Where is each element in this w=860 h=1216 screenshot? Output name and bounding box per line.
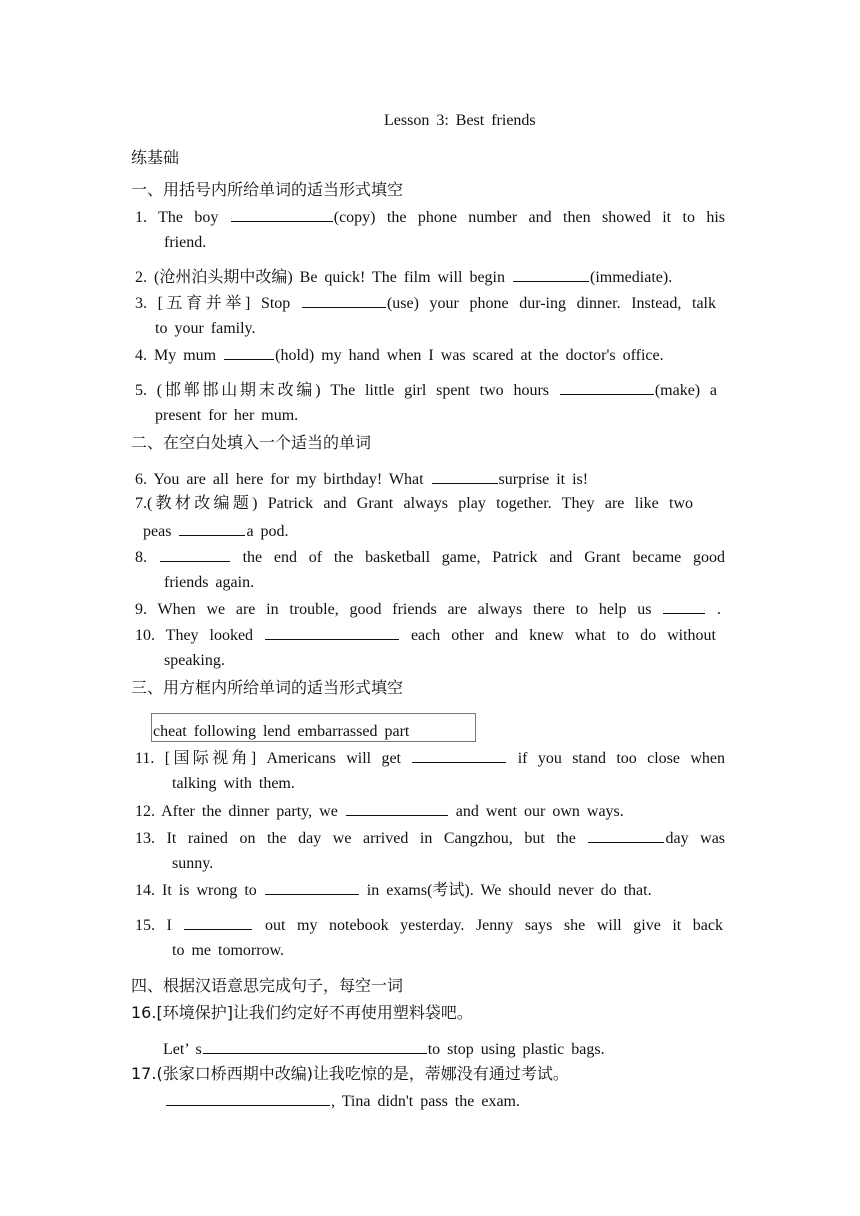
answer-blank[interactable] [265, 625, 399, 640]
question-11-cont: talking with them. [172, 775, 295, 792]
question-13: 13. It rained on the day we arrived in Cangzhou, but the day was [135, 830, 726, 847]
part-4-heading: 四、根据汉语意思完成句子，每空一词 [131, 976, 404, 995]
part-3-heading: 三、用方框内所给单词的适当形式填空 [131, 678, 404, 697]
question-10: 10. They looked each other and knew what to do without [135, 627, 716, 644]
answer-blank[interactable] [179, 521, 245, 536]
section-label: 练基础 [131, 148, 180, 167]
question-1: 1. The boy (copy) the phone number and then showed it to his [135, 209, 726, 226]
answer-blank[interactable] [412, 748, 506, 763]
question-7: 7.(教材改编题) Patrick and Grant always play together. They are like two [135, 495, 693, 512]
part-2-heading: 二、在空白处填入一个适当的单词 [131, 433, 372, 452]
word-box-text: cheat following lend embarrassed part [153, 723, 410, 740]
answer-blank[interactable] [432, 469, 498, 484]
question-15-cont: to me tomorrow. [172, 942, 285, 959]
question-12: 12. After the dinner party, we and went our own ways. [135, 803, 624, 820]
question-1-cont: friend. [164, 234, 207, 251]
answer-blank[interactable] [346, 801, 448, 816]
question-3: 3. [五育并举] Stop (use) your phone dur-ing dinner. Instead, talk [135, 295, 717, 312]
answer-blank[interactable] [265, 880, 359, 895]
answer-blank[interactable] [560, 380, 654, 395]
page-title: Lesson 3: Best friends [384, 112, 536, 129]
question-3-cont: to your family. [155, 320, 256, 337]
question-13-cont: sunny. [172, 855, 214, 872]
part-1-heading: 一、用括号内所给单词的适当形式填空 [131, 180, 404, 199]
answer-blank[interactable] [231, 207, 333, 222]
question-8: 8. the end of the basketball game, Patrick and Grant became good [135, 549, 726, 566]
question-4: 4. My mum (hold) my hand when I was scared at the doctor's office. [135, 347, 664, 364]
question-11: 11. [国际视角] Americans will get if you stand too close when [135, 750, 726, 767]
question-15: 15. I out my notebook yesterday. Jenny says she will give it back [135, 917, 724, 934]
question-2: 2. (沧州泊头期中改编) Be quick! The film will begin (immediate). [135, 269, 673, 286]
answer-blank[interactable] [302, 293, 386, 308]
question-9: 9. When we are in trouble, good friends are always there to help us . [135, 601, 722, 618]
word-box [151, 713, 476, 742]
question-5: 5. (邯郸邯山期末改编) The little girl spent two hours (make) a [135, 382, 718, 399]
question-14: 14. It is wrong to in exams(考试). We should never do that. [135, 882, 652, 899]
question-16-answer: Let’ s to stop using plastic bags. [163, 1041, 605, 1058]
answer-blank[interactable] [166, 1091, 330, 1106]
question-5-cont: present for her mum. [155, 407, 299, 424]
answer-blank[interactable] [184, 915, 252, 930]
answer-blank[interactable] [588, 828, 664, 843]
question-17-answer: , Tina didn't pass the exam. [165, 1091, 520, 1112]
answer-blank[interactable] [513, 267, 589, 282]
question-10-cont: speaking. [164, 652, 225, 669]
answer-blank[interactable] [160, 547, 230, 562]
answer-blank[interactable] [663, 599, 705, 614]
question-16: 16.[环境保护]让我们约定好不再使用塑料袋吧。 [131, 1003, 473, 1022]
question-6: 6. You are all here for my birthday! What surprise it is! [135, 471, 589, 488]
answer-blank[interactable] [203, 1039, 427, 1054]
question-7-cont: peas a pod. [143, 523, 289, 540]
answer-blank[interactable] [224, 345, 274, 360]
question-8-cont: friends again. [164, 574, 255, 591]
question-17: 17.(张家口桥西期中改编)让我吃惊的是，蒂娜没有通过考试。 [131, 1064, 569, 1083]
